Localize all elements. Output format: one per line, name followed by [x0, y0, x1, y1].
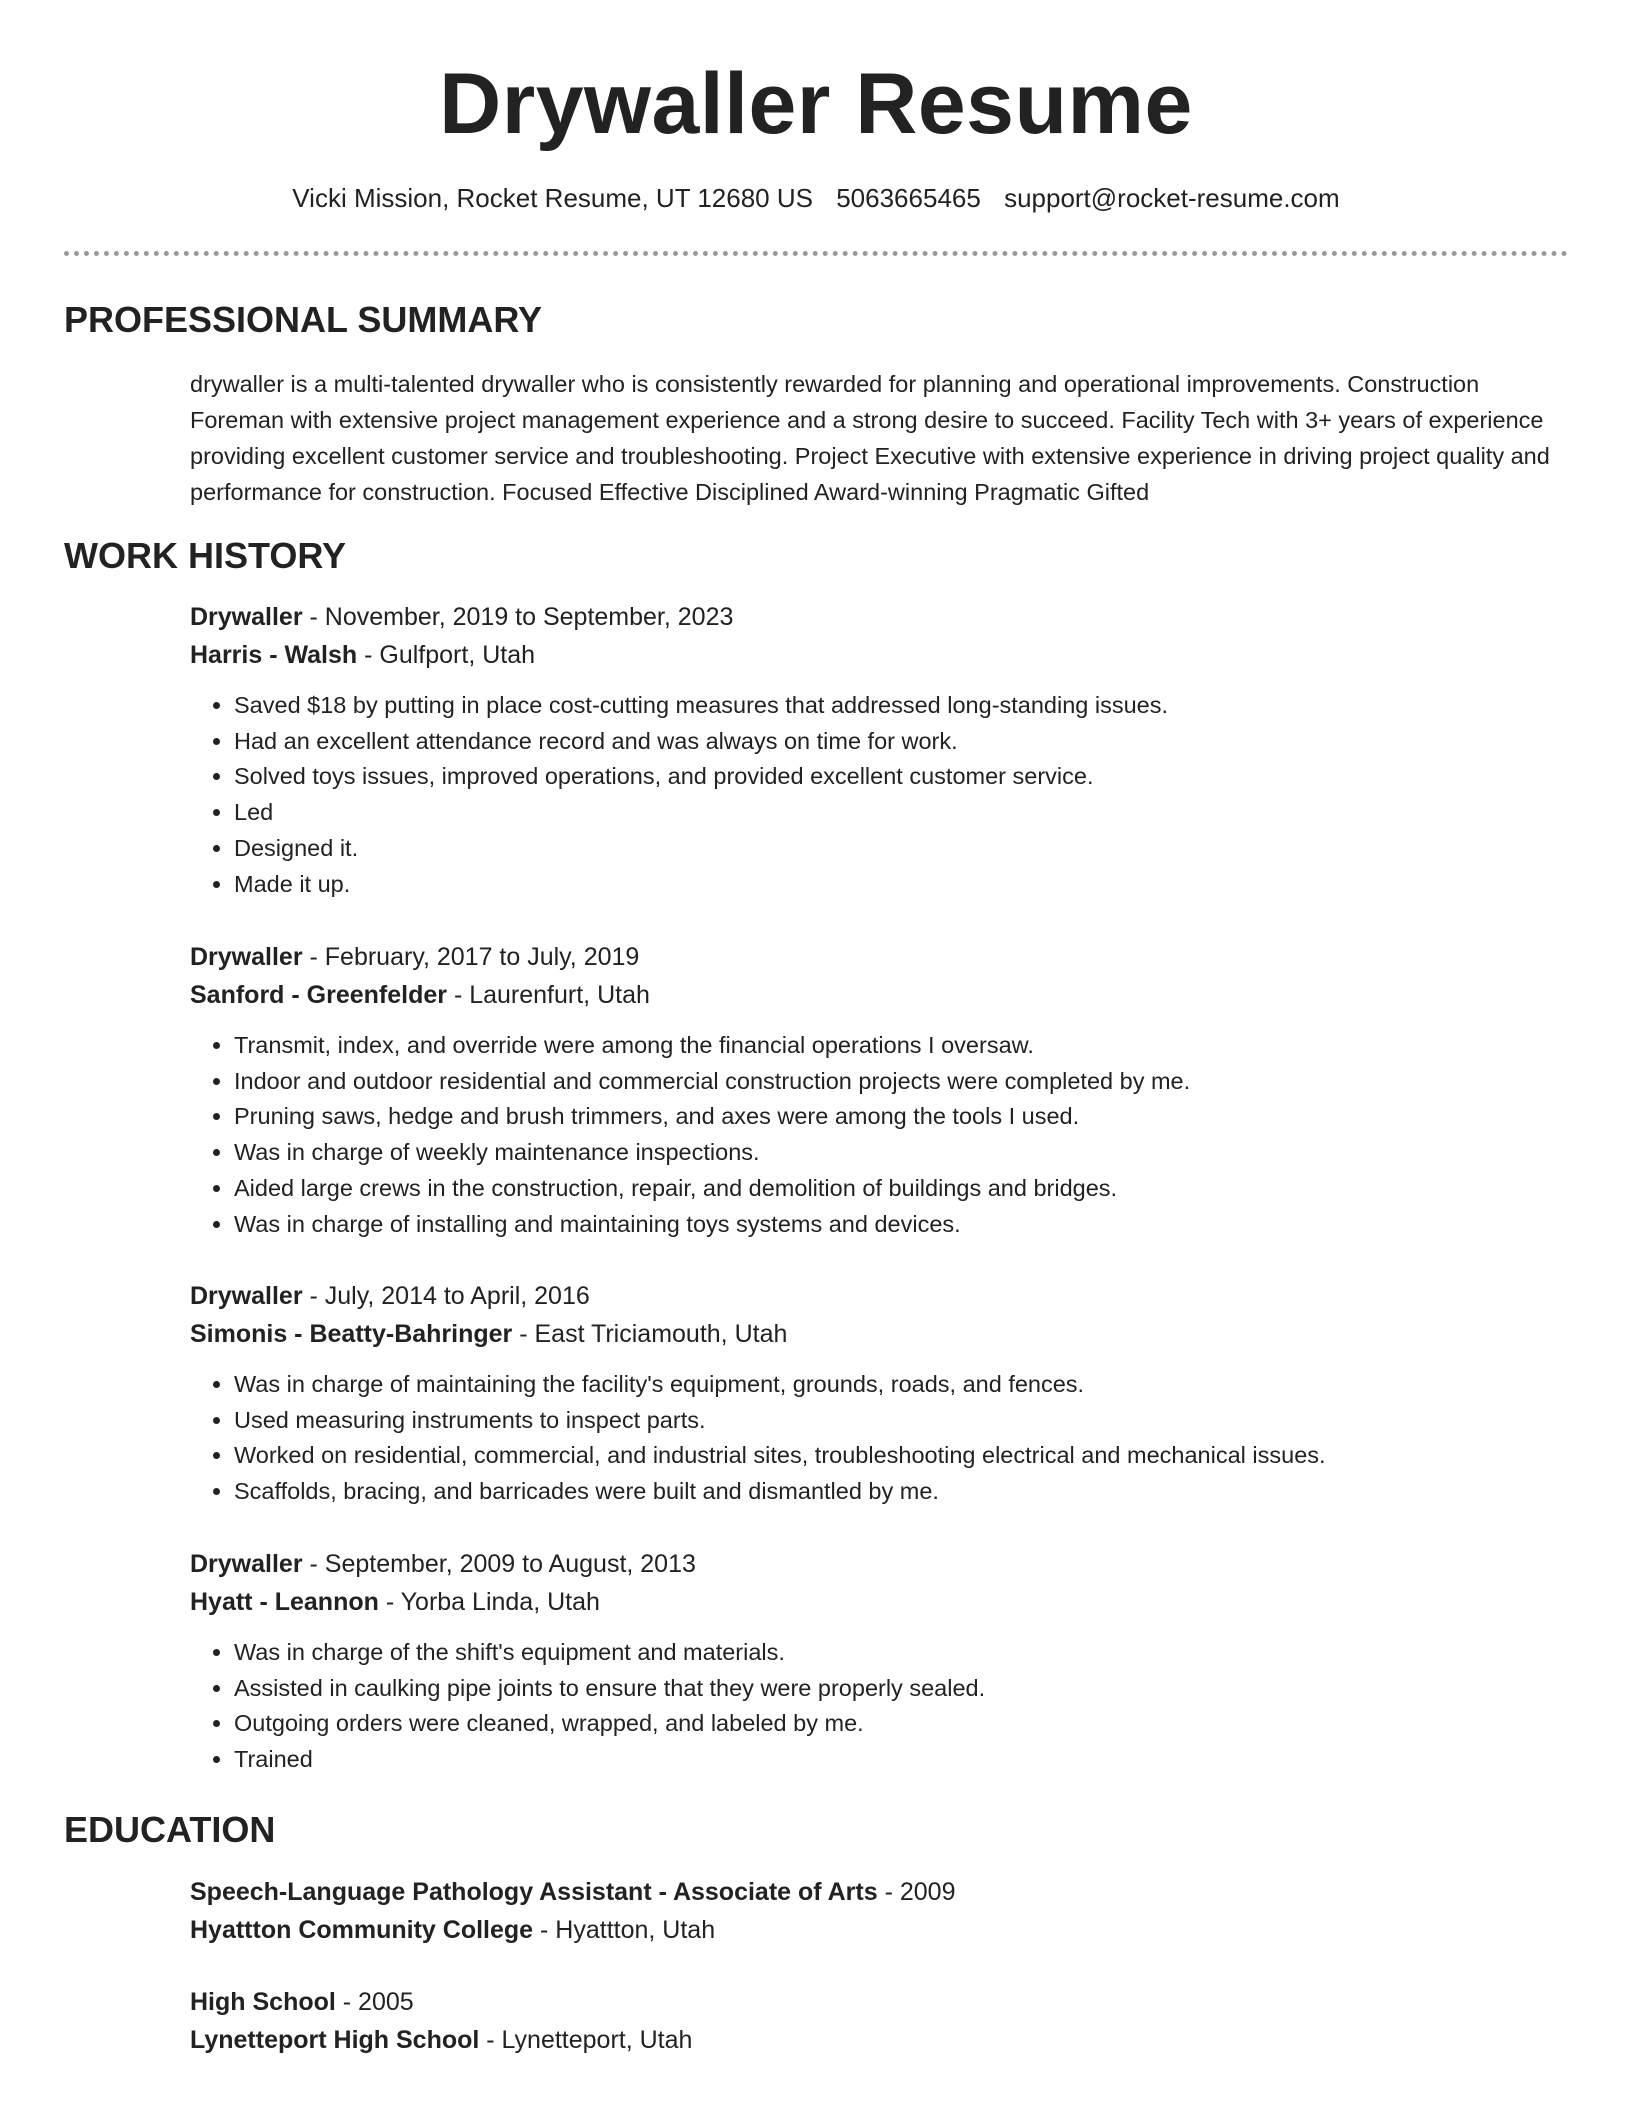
job-company: Hyatt - Leannon: [190, 1588, 379, 1616]
job-entry: [190, 598, 1574, 902]
job-bullet: • Had an excellent attendance record and was always on time for work.: [234, 724, 1574, 760]
job-dates: - July, 2014 to April, 2016: [302, 1282, 590, 1310]
job-entry: [190, 1545, 1574, 1778]
job-bullet: • Transmit, index, and override were among the financial operations I oversaw.: [234, 1028, 1574, 1064]
job-bullet: • Assisted in caulking pipe joints to ensure that they were properly sealed.: [234, 1671, 1574, 1707]
job-bullet: • Scaffolds, bracing, and barricades were built and dismantled by me.: [234, 1474, 1574, 1510]
education-entry: [190, 1873, 1574, 1949]
summary-text: drywaller is a multi-talented drywaller who is consistently rewarded for planning and operational improvements. Construction Foreman with extensive project management experience and a strong desire to succeed. Facility Tech with 3+ years of experience providing excellent customer service and troubleshooting. Project Executive with extensive experience in driving project quality and performance for construction. Focused Effective Disciplined Award-winning Pragmatic Gifted: [190, 371, 1550, 505]
resume-title: Drywaller Resume: [439, 56, 1193, 152]
job-title: Drywaller: [190, 1282, 303, 1310]
job-bullet: • Aided large crews in the construction, repair, and demolition of buildings and bridges.: [234, 1171, 1574, 1207]
job-dates: - September, 2009 to August, 2013: [302, 1550, 696, 1578]
job-bullet: • Worked on residential, commercial, and industrial sites, troubleshooting electrical and mechanical issues.: [234, 1438, 1574, 1474]
education-school-line: [190, 1911, 1574, 1949]
job-title-line: [190, 598, 1574, 636]
job-bullet: • Was in charge of installing and maintaining toys systems and devices.: [234, 1207, 1574, 1243]
job-bullet: • Was in charge of maintaining the facility's equipment, grounds, roads, and fences.: [234, 1367, 1574, 1403]
education-degree-line: [190, 1983, 1574, 2021]
education-heading: EDUCATION: [64, 1809, 276, 1850]
job-bullets: [190, 1635, 1574, 1778]
job-entry: [190, 938, 1574, 1242]
job-entry: [190, 1277, 1574, 1510]
job-bullet: • Was in charge of weekly maintenance inspections.: [234, 1135, 1574, 1171]
job-location: - Gulfport, Utah: [357, 641, 536, 669]
contact-line: [64, 180, 1568, 216]
job-bullet: • Solved toys issues, improved operations, and provided excellent customer service.: [234, 759, 1574, 795]
job-bullet: • Trained: [234, 1742, 1574, 1778]
job-company-line: [190, 1315, 1574, 1353]
job-location: - Yorba Linda, Utah: [378, 1588, 600, 1616]
education-school-line: [190, 2021, 1574, 2059]
job-title-line: [190, 1277, 1574, 1315]
education-location: - Lynetteport, Utah: [479, 2026, 693, 2054]
header-divider: [64, 251, 1568, 256]
job-title-line: [190, 1545, 1574, 1583]
education-degree: High School: [190, 1988, 336, 2016]
education-year: - 2009: [877, 1878, 956, 1906]
job-location: - Laurenfurt, Utah: [447, 981, 650, 1009]
job-bullet: • Pruning saws, hedge and brush trimmers, and axes were among the tools I used.: [234, 1099, 1574, 1135]
job-company: Sanford - Greenfelder: [190, 981, 447, 1009]
job-bullet: • Made it up.: [234, 867, 1574, 903]
summary-heading: PROFESSIONAL SUMMARY: [64, 299, 543, 340]
job-company-line: [190, 636, 1574, 674]
job-title: Drywaller: [190, 1550, 303, 1578]
job-company: Simonis - Beatty-Bahringer: [190, 1320, 513, 1348]
job-bullet: • Led: [234, 795, 1574, 831]
job-location: - East Triciamouth, Utah: [512, 1320, 788, 1348]
job-dates: - February, 2017 to July, 2019: [302, 943, 640, 971]
education-degree-line: [190, 1873, 1574, 1911]
job-bullet: • Indoor and outdoor residential and commercial construction projects were completed by me.: [234, 1064, 1574, 1100]
contact-phone: 5063665465: [836, 183, 981, 213]
education-location: - Hyattton, Utah: [533, 1916, 716, 1944]
job-company-line: [190, 1583, 1574, 1621]
contact-address: Vicki Mission, Rocket Resume, UT 12680 US: [292, 183, 813, 213]
education-entry: [190, 1983, 1574, 2059]
job-bullet: • Designed it.: [234, 831, 1574, 867]
job-bullet: • Used measuring instruments to inspect parts.: [234, 1403, 1574, 1439]
job-bullet: • Outgoing orders were cleaned, wrapped, and labeled by me.: [234, 1706, 1574, 1742]
job-bullet: • Was in charge of the shift's equipment and materials.: [234, 1635, 1574, 1671]
education-school: Lynetteport High School: [190, 2026, 480, 2054]
job-company-line: [190, 976, 1574, 1014]
job-bullets: [190, 1367, 1574, 1510]
job-dates: - November, 2019 to September, 2023: [302, 603, 734, 631]
job-bullets: [190, 688, 1574, 902]
education-school: Hyattton Community College: [190, 1916, 534, 1944]
job-bullets: [190, 1028, 1574, 1242]
job-title-line: [190, 938, 1574, 976]
job-company: Harris - Walsh: [190, 641, 358, 669]
contact-email: support@rocket-resume.com: [1004, 183, 1340, 213]
work-history-heading: WORK HISTORY: [64, 535, 347, 576]
job-bullet: • Saved $18 by putting in place cost-cutting measures that addressed long-standing issues.: [234, 688, 1574, 724]
education-year: - 2005: [335, 1988, 414, 2016]
job-title: Drywaller: [190, 603, 303, 631]
job-title: Drywaller: [190, 943, 303, 971]
education-degree: Speech-Language Pathology Assistant - Associate of Arts: [190, 1878, 878, 1906]
